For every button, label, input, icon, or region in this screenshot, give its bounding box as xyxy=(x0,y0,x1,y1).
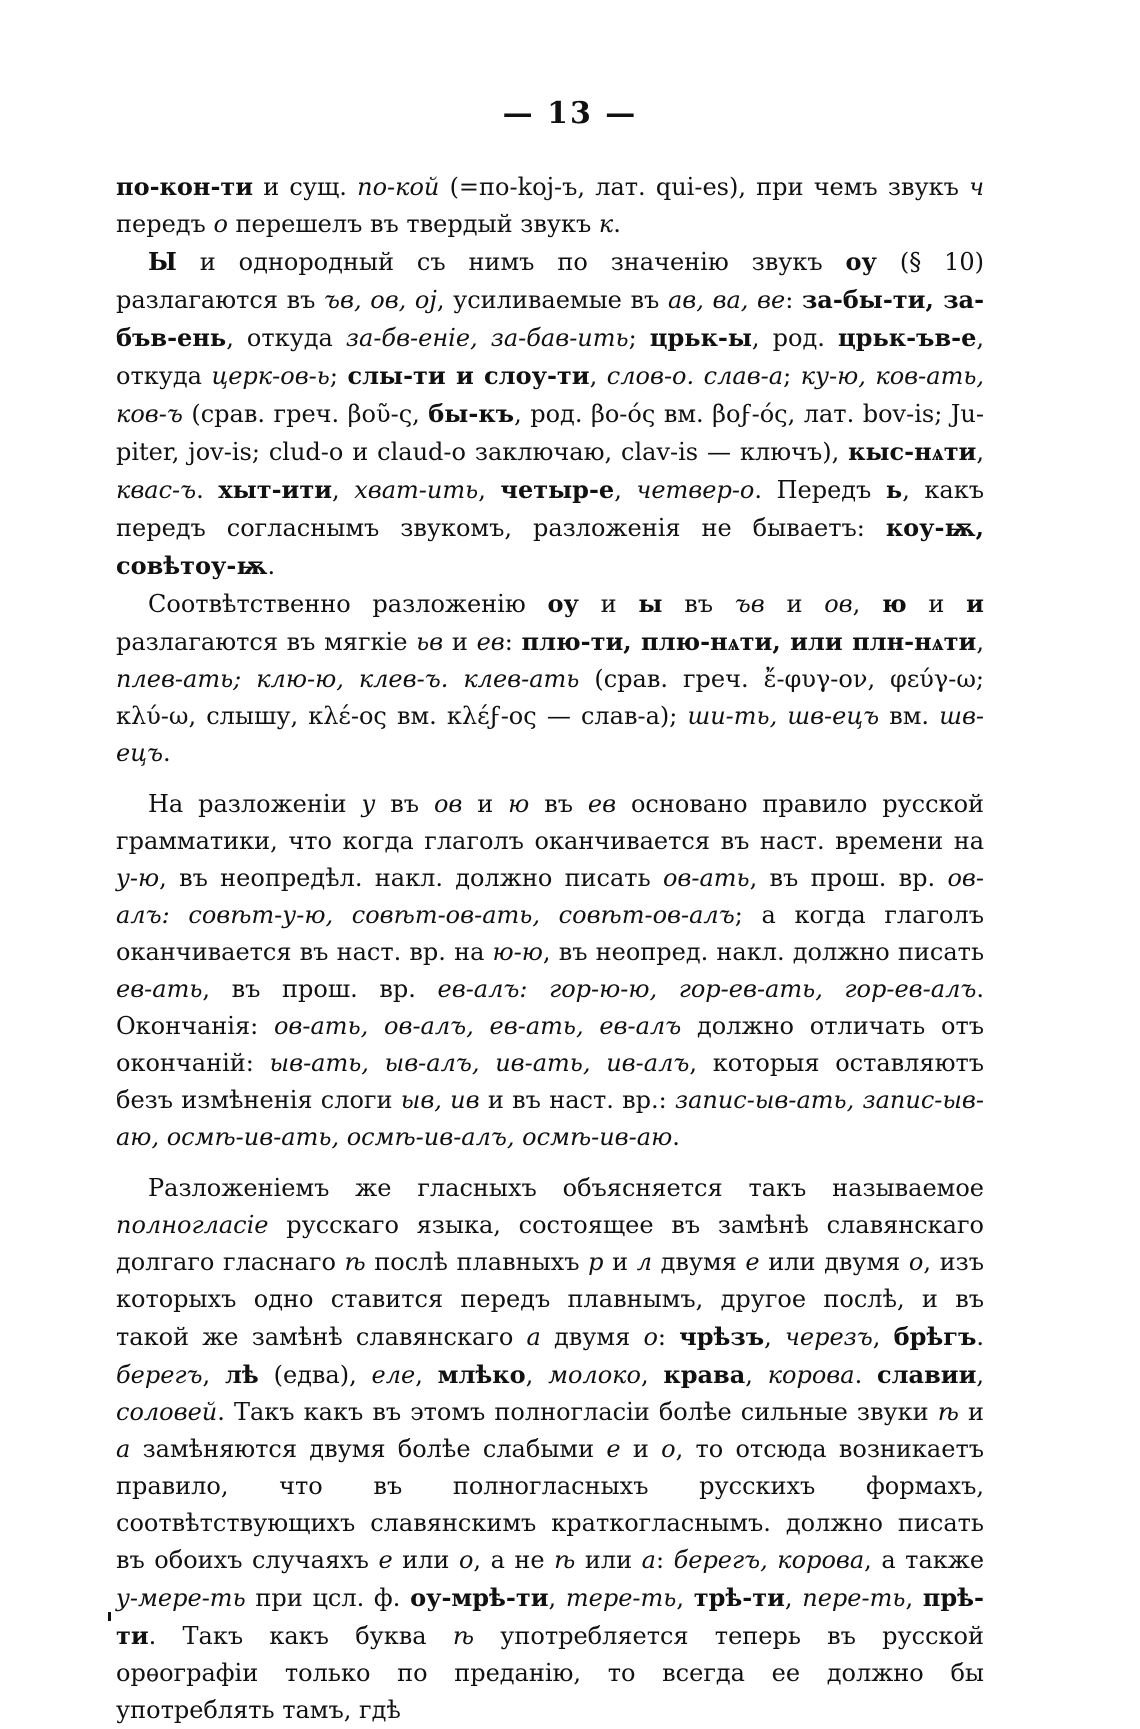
text-run: двумя xyxy=(540,1323,644,1351)
italic-term: к xyxy=(598,210,614,238)
italic-term: а xyxy=(116,1435,131,1463)
text-run: , xyxy=(976,1361,985,1389)
text-run: перешелъ въ твердый звукъ xyxy=(227,210,599,238)
text-run: и xyxy=(443,628,477,656)
text-run: (=по-koj-ъ, лат. qui-es), при чемъ звукъ xyxy=(439,173,970,201)
italic-term: черезъ xyxy=(784,1323,873,1351)
text-run: , xyxy=(548,1584,566,1612)
text-run: , xyxy=(872,1323,894,1351)
text-run: : xyxy=(657,1323,680,1351)
text-run: въ xyxy=(375,790,434,818)
text-run: . Такъ какъ буква xyxy=(148,1622,453,1650)
bold-term: плю-ти, плю-нѧти, или плн-нѧти xyxy=(521,627,977,656)
italic-term: соловей xyxy=(116,1398,218,1426)
text-run: , xyxy=(589,362,607,390)
italic-term: ов-ать xyxy=(662,864,750,892)
text-run: , которыя оставляютъ безъ измѣненія слоги xyxy=(116,1049,985,1114)
text-run: въ xyxy=(529,790,588,818)
italic-term: запис-ыв-ать, запис-ыв-аю, осмѣ-ив-ать, осмѣ-ив-алъ, осмѣ-ив-аю xyxy=(116,1086,984,1151)
text-run: , то отсюда возникаетъ правило, что въ полногласныхъ русскихъ формахъ, соотвѣтствующихъ славянскимъ краткогласнымъ. должно писать въ обоихъ случаяхъ xyxy=(116,1435,984,1574)
italic-term: ѣ xyxy=(452,1622,475,1650)
text-run: и xyxy=(462,790,509,818)
text-run: или двумя xyxy=(759,1248,909,1276)
bold-term: хыт-ити xyxy=(218,475,333,504)
ink-speck xyxy=(108,1612,111,1621)
italic-term: ыв-ать, ыв-алъ, ив-ать, ив-алъ xyxy=(269,1049,690,1077)
text-run: ; xyxy=(329,362,348,390)
paragraph-2 xyxy=(116,243,984,585)
italic-term: полногласіе xyxy=(116,1211,269,1239)
italic-term: ов xyxy=(824,590,853,618)
bold-term: чрѣзъ xyxy=(679,1322,765,1351)
italic-term: ч xyxy=(969,173,984,201)
italic-term: ку-ю, ков-ать, ков-ъ xyxy=(116,362,985,428)
text-run: въ xyxy=(662,590,735,618)
italic-term: ев xyxy=(476,628,505,656)
text-run: . Передъ xyxy=(754,476,886,504)
text-run: (§ 10) разлагаются въ xyxy=(116,248,984,314)
italic-term: е xyxy=(606,1435,621,1463)
italic-term: ов-ать, ов-алъ, ев-ать, ев-алъ xyxy=(273,1012,682,1040)
text-run: , xyxy=(745,1361,768,1389)
italic-term: у xyxy=(361,790,376,818)
text-run: передъ xyxy=(116,210,214,238)
text-run: и xyxy=(578,590,639,618)
text-run: : xyxy=(785,286,802,314)
text-run: . xyxy=(196,476,219,504)
text-run: , xyxy=(905,1584,923,1612)
italic-term: за-бв-еніе, за-бав-ить xyxy=(345,324,629,352)
text-run: вм. xyxy=(879,702,940,730)
body-text xyxy=(116,168,984,1729)
italic-term: квас-ъ xyxy=(116,476,197,504)
bold-term: лѣ xyxy=(224,1360,259,1389)
text-run: и xyxy=(906,590,967,618)
text-run: , а не xyxy=(473,1546,555,1574)
italic-term: ю-ю xyxy=(492,938,543,966)
italic-term: шв-ецъ xyxy=(116,702,985,767)
text-run: , xyxy=(525,1361,549,1389)
bold-term: и xyxy=(966,589,984,618)
bold-term: трѣ-ти xyxy=(693,1583,785,1612)
bold-term: оу-мрѣ-ти xyxy=(410,1583,549,1612)
bold-term: славии xyxy=(877,1360,977,1389)
italic-term: четвер-о xyxy=(636,476,755,504)
text-run: . xyxy=(854,1361,878,1389)
italic-term: л xyxy=(636,1248,652,1276)
text-run: , xyxy=(676,1584,694,1612)
bold-term: четыр-е xyxy=(500,475,615,504)
bold-term: по-кон-ти xyxy=(116,172,254,201)
italic-term: пере-ть xyxy=(802,1584,906,1612)
text-run: Соотвѣтственно разложенію xyxy=(148,590,548,618)
italic-term: ши-ть, шв-ецъ xyxy=(687,702,880,730)
text-run: . xyxy=(613,210,621,238)
text-run: ; xyxy=(628,324,650,352)
text-run: или xyxy=(392,1546,459,1574)
bold-term: ы xyxy=(638,589,663,618)
text-run: послѣ плавныхъ xyxy=(365,1248,589,1276)
text-run: : xyxy=(655,1546,674,1574)
text-run: разлагаются въ мягкіе xyxy=(116,628,417,656)
text-run: употребляется теперь въ русской орѳографіи только по преданію, то всегда ее должно бы употреблять тамъ, гдѣ xyxy=(116,1622,984,1724)
italic-term: по-кой xyxy=(357,173,440,201)
text-run: ; а когда глаголъ оканчивается въ наст. вр. на xyxy=(116,901,984,966)
italic-term: о xyxy=(908,1248,924,1276)
text-run: , xyxy=(202,1361,225,1389)
text-run: и однородный съ нимъ по значенію звукъ xyxy=(176,248,846,276)
italic-term: о xyxy=(643,1323,658,1351)
bold-term: бы-къ xyxy=(428,399,515,428)
text-run: . Такъ какъ въ этомъ полногласіи болѣе сильные звуки xyxy=(217,1398,938,1426)
italic-term: ѣ xyxy=(937,1398,959,1426)
text-run: . Окончанія: xyxy=(116,975,984,1040)
italic-term: тере-ть xyxy=(565,1584,677,1612)
text-run: , какъ передъ согласнымъ звукомъ, разложенія не бываетъ: xyxy=(116,476,984,542)
bold-term: прѣ-ти xyxy=(116,1583,984,1650)
text-run: (срав. греч. ἔ-φυγ-ον, φεύγ-ω; κλύ-ω, слышу, κλέ-ος вм. κλέϝ-ος — слав-а); xyxy=(116,665,984,730)
text-run: и xyxy=(603,1248,637,1276)
italic-term: ев-алъ: гор-ю-ю, гор-ев-ать, гор-ев-алъ xyxy=(437,975,977,1003)
text-run: , усиливаемые въ xyxy=(436,286,668,314)
italic-term: слов-о. слав-а xyxy=(606,362,784,390)
italic-term: ъв xyxy=(734,590,765,618)
italic-term: а xyxy=(641,1546,656,1574)
italic-term: о xyxy=(458,1546,474,1574)
text-run: (едва), xyxy=(258,1361,372,1389)
italic-term: ов-алъ: совѣт-у-ю, совѣт-ов-ать, совѣт-ов-алъ xyxy=(116,864,984,929)
page-number: — 13 — xyxy=(502,96,638,131)
italic-term: берегъ, корова xyxy=(673,1546,865,1574)
text-run: , xyxy=(478,476,501,504)
text-run: Разложеніемъ же гласныхъ объясняется такъ называемое xyxy=(148,1174,984,1202)
italic-term: ов xyxy=(433,790,463,818)
italic-term: ѣ xyxy=(344,1248,366,1276)
text-run: , изъ которыхъ одно ставится передъ плавнымъ, другое послѣ, и въ такой же замѣнѣ славянскаго xyxy=(116,1248,984,1351)
text-run: . xyxy=(976,1323,984,1351)
text-run: и xyxy=(764,590,825,618)
paragraph-5 xyxy=(116,1170,984,1729)
bold-term: оу xyxy=(547,589,579,618)
bold-term: крава xyxy=(663,1360,746,1389)
italic-term: ю xyxy=(508,790,530,818)
text-run: , xyxy=(784,1584,803,1612)
italic-term: ев xyxy=(587,790,617,818)
italic-term: р xyxy=(588,1248,604,1276)
text-run: , откуда xyxy=(226,324,346,352)
text-run: при цсл. ф. xyxy=(245,1584,411,1612)
italic-term: ев-ать xyxy=(116,975,203,1003)
text-run: , въ неопред. накл. должно писать xyxy=(542,938,985,966)
bold-term: Ы xyxy=(148,247,177,276)
bold-term: црьк-ъв-е xyxy=(837,323,977,352)
italic-term: ѣ xyxy=(554,1546,576,1574)
paragraph-1 xyxy=(116,168,984,243)
bold-term: ь xyxy=(885,475,903,504)
italic-term: о xyxy=(661,1435,676,1463)
text-run: . xyxy=(162,739,171,767)
italic-term: ьв xyxy=(416,628,444,656)
italic-term: ав, ва, ве xyxy=(667,286,786,314)
italic-term: ыв, ив xyxy=(400,1086,480,1114)
text-run: , откуда xyxy=(116,324,984,390)
text-run: и xyxy=(958,1398,985,1426)
italic-term: е xyxy=(378,1546,393,1574)
paragraph-4 xyxy=(116,786,984,1156)
text-run: , xyxy=(976,438,984,466)
bold-term: коу-ѭ, совѣтоу-ѭ xyxy=(116,513,984,580)
bold-term: брѣгъ xyxy=(893,1322,977,1351)
italic-term: о xyxy=(213,210,228,238)
text-run: , а также xyxy=(864,1546,985,1574)
text-run: . xyxy=(267,552,276,580)
text-run: (срав. греч. βοῦ-ς, xyxy=(182,400,429,428)
text-run: и въ наст. вр.: xyxy=(479,1086,675,1114)
paragraph-3 xyxy=(116,585,984,772)
text-run: , въ прош. вр. xyxy=(202,975,438,1003)
text-run: русскаго языка, состоящее въ замѣнѣ славянскаго долгаго гласнаго xyxy=(116,1211,984,1276)
bold-term: црьк-ы xyxy=(649,323,752,352)
text-run: , xyxy=(415,1361,438,1389)
text-run: основано правило русской грамматики, что когда глаголъ оканчивается въ наст. времени на xyxy=(116,790,985,855)
text-run: ; xyxy=(783,362,801,390)
italic-term: е xyxy=(745,1248,760,1276)
italic-term: церк-ов-ь xyxy=(211,362,330,390)
italic-term: еле xyxy=(371,1361,416,1389)
text-run: , въ неопредѣл. накл. должно писать xyxy=(159,864,663,892)
text-run: , xyxy=(852,590,883,618)
bold-term: млѣко xyxy=(437,1360,526,1389)
italic-term: плев-ать; клю-ю, клев-ъ. клев-ать xyxy=(116,665,580,693)
text-run: двумя xyxy=(651,1248,746,1276)
text-run: , xyxy=(614,476,637,504)
text-run: : xyxy=(504,628,522,656)
text-run: замѣняются двумя болѣе слабыми xyxy=(130,1435,607,1463)
italic-term: корова xyxy=(767,1361,855,1389)
italic-term: у-мере-ть xyxy=(116,1584,246,1612)
text-run: , xyxy=(640,1361,664,1389)
italic-term: берегъ xyxy=(116,1361,203,1389)
text-run: , въ прош. вр. xyxy=(749,864,948,892)
bold-term: за-бы-ти, за-бъв-ень xyxy=(116,285,985,352)
text-run: , род. βο-ός вм. βοϝ-ός, лат. bov-is; Ju-piter, jov-is; clud-o и claud-o заключаю, clav-is — ключъ), xyxy=(116,400,984,466)
text-run: , род. xyxy=(751,324,838,352)
text-run: На разложеніи xyxy=(148,790,362,818)
italic-term: у-ю xyxy=(116,864,160,892)
bold-term: слы-ти и слоу-ти xyxy=(347,361,590,390)
italic-term: молоко xyxy=(548,1361,641,1389)
bold-term: оу xyxy=(845,247,877,276)
text-run: . xyxy=(672,1123,680,1151)
text-run: , xyxy=(332,476,355,504)
text-run: , xyxy=(976,628,984,656)
text-run: , xyxy=(764,1323,785,1351)
italic-term: а xyxy=(526,1323,541,1351)
text-run: должно отличать отъ окончаній: xyxy=(116,1012,985,1077)
text-run: или xyxy=(575,1546,642,1574)
bold-term: ю xyxy=(882,589,907,618)
italic-term: ъв, ов, oj xyxy=(324,286,437,314)
bold-term: кыс-нѧти xyxy=(848,437,977,466)
italic-term: хват-ить xyxy=(354,476,479,504)
text-run: и сущ. xyxy=(253,173,358,201)
text-run: и xyxy=(620,1435,662,1463)
